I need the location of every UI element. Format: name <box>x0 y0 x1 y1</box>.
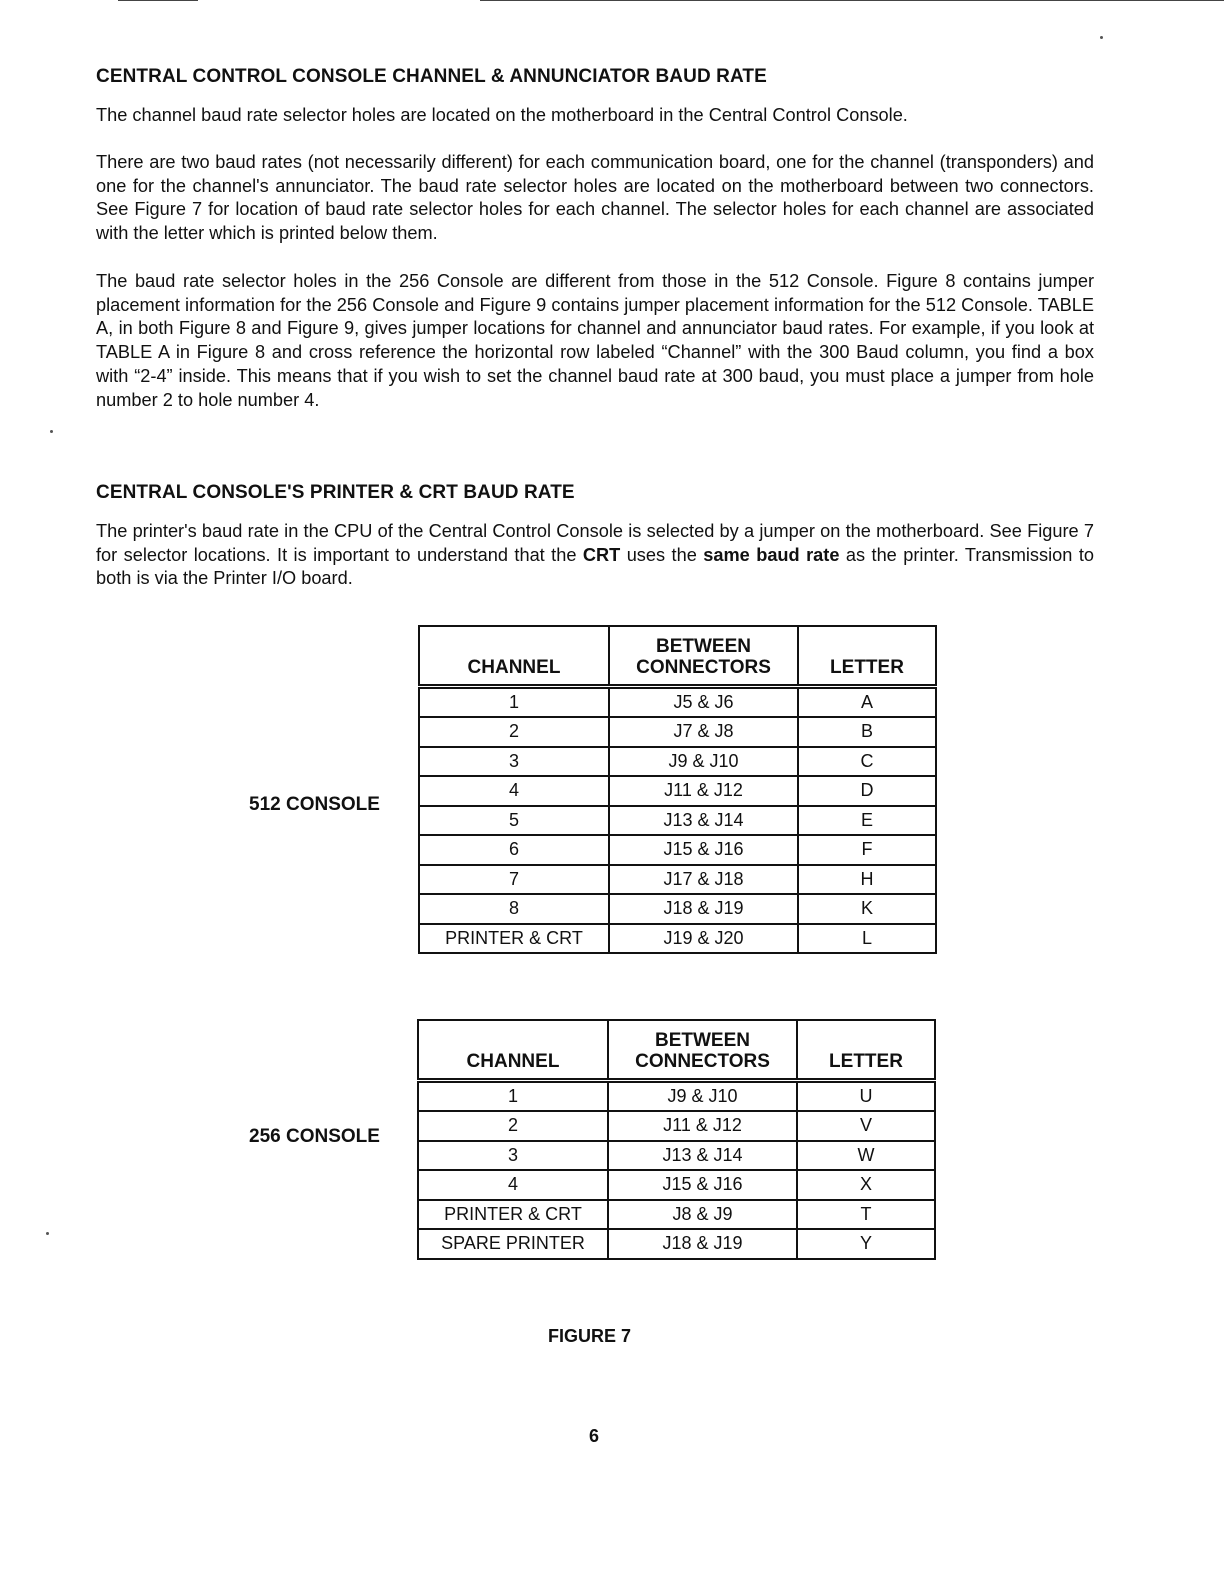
cell-channel: 8 <box>419 894 609 924</box>
label-256-console: 256 CONSOLE <box>249 1126 380 1147</box>
header-letter: LETTER <box>798 626 936 686</box>
cell-letter: W <box>797 1141 935 1171</box>
cell-channel: 5 <box>419 806 609 836</box>
cell-letter: E <box>798 806 936 836</box>
emphasis-crt: CRT <box>582 544 621 565</box>
cell-channel: 3 <box>419 747 609 777</box>
cell-between-connectors: J8 & J9 <box>608 1200 797 1230</box>
cell-letter: X <box>797 1170 935 1200</box>
table-row <box>419 835 936 865</box>
cell-channel: 7 <box>419 865 609 895</box>
scan-rule-top <box>480 0 1224 1</box>
cell-letter: K <box>798 894 936 924</box>
figure-caption: FIGURE 7 <box>548 1326 632 1346</box>
cell-channel: PRINTER & CRT <box>419 924 609 954</box>
cell-between-connectors: J9 & J10 <box>608 1080 797 1111</box>
cell-letter: B <box>798 717 936 747</box>
cell-between-connectors: J9 & J10 <box>609 747 798 777</box>
scan-speck <box>1100 36 1103 39</box>
cell-letter: D <box>798 776 936 806</box>
table-row <box>418 1170 935 1200</box>
cell-channel: 2 <box>419 717 609 747</box>
cell-between-connectors: J7 & J8 <box>609 717 798 747</box>
cell-between-connectors: J15 & J16 <box>608 1170 797 1200</box>
table-row <box>419 865 936 895</box>
header-between-connectors: BETWEEN CONNECTORS <box>609 626 798 686</box>
header-channel: CHANNEL <box>419 626 609 686</box>
table-row <box>418 1080 935 1111</box>
cell-letter: A <box>798 686 936 717</box>
cell-channel: 1 <box>419 686 609 717</box>
cell-between-connectors: J11 & J12 <box>609 776 798 806</box>
paragraph-two-baud-rates: There are two baud rates (not necessarily different) for each communication board, one for the channel (transponders) and one for the channel's annunciator. The baud rate selector holes are located on the motherboard between two connectors. See Figure 7 for location of baud rate selector holes for each channel. The selector holes for each channel are associated with the letter which is printed below them. <box>96 152 1094 244</box>
cell-letter: U <box>797 1080 935 1111</box>
cell-channel: PRINTER & CRT <box>418 1200 608 1230</box>
table-row <box>418 1141 935 1171</box>
table-256-console <box>417 1019 936 1260</box>
cell-channel: 4 <box>419 776 609 806</box>
table-512-console <box>418 625 937 954</box>
table-row <box>419 894 936 924</box>
cell-between-connectors: J18 & J19 <box>609 894 798 924</box>
cell-channel: SPARE PRINTER <box>418 1229 608 1259</box>
section-heading-channel-baud: CENTRAL CONTROL CONSOLE CHANNEL & ANNUNCIATOR BAUD RATE <box>96 66 767 87</box>
cell-letter: F <box>798 835 936 865</box>
table-row <box>419 806 936 836</box>
scan-rule-left <box>118 0 198 1</box>
table-row <box>419 686 936 717</box>
cell-channel: 2 <box>418 1111 608 1141</box>
header-channel: CHANNEL <box>418 1020 608 1080</box>
table-row <box>418 1200 935 1230</box>
cell-between-connectors: J15 & J16 <box>609 835 798 865</box>
paragraph-printer-baud: The printer's baud rate in the CPU of the Central Control Console is selected by a jumper on the motherboard. See Figure 7 for selector locations. It is important to understand that the CRT uses the same baud rate as the printer. Transmission to both is via the Printer I/O board. <box>96 521 1094 589</box>
label-512-console: 512 CONSOLE <box>249 794 380 815</box>
paragraph-256-vs-512: The baud rate selector holes in the 256 Console are different from those in the 512 Console. Figure 8 contains jumper placement information for the 256 Console and Figure 9 contains jumper placement information for the 512 Console. TABLE A, in both Figure 8 and Figure 9, gives jumper locations for channel and annunciator baud rates. For example, if you look at TABLE A in Figure 8 and cross reference the horizontal row labeled “Channel” with the 300 Baud column, you find a box with “2-4” inside. This means that if you wish to set the channel baud rate at 300 baud, you must place a jumper from hole number 2 to hole number 4. <box>96 271 1094 410</box>
cell-letter: H <box>798 865 936 895</box>
header-between-connectors: BETWEEN CONNECTORS <box>608 1020 797 1080</box>
table-row <box>418 1229 935 1259</box>
cell-channel: 3 <box>418 1141 608 1171</box>
cell-channel: 4 <box>418 1170 608 1200</box>
cell-between-connectors: J5 & J6 <box>609 686 798 717</box>
cell-between-connectors: J18 & J19 <box>608 1229 797 1259</box>
table-row <box>419 717 936 747</box>
table-row <box>419 747 936 777</box>
table-row <box>418 1111 935 1141</box>
cell-between-connectors: J13 & J14 <box>608 1141 797 1171</box>
section-heading-printer-crt: CENTRAL CONSOLE'S PRINTER & CRT BAUD RATE <box>96 482 575 503</box>
cell-between-connectors: J13 & J14 <box>609 806 798 836</box>
cell-channel: 1 <box>418 1080 608 1111</box>
cell-letter: T <box>797 1200 935 1230</box>
table-row <box>419 776 936 806</box>
cell-between-connectors: J17 & J18 <box>609 865 798 895</box>
cell-letter: C <box>798 747 936 777</box>
cell-letter: L <box>798 924 936 954</box>
cell-channel: 6 <box>419 835 609 865</box>
table-header-row <box>419 626 936 686</box>
cell-letter: V <box>797 1111 935 1141</box>
header-letter: LETTER <box>797 1020 935 1080</box>
table-row <box>419 924 936 954</box>
cell-between-connectors: J11 & J12 <box>608 1111 797 1141</box>
emphasis-same-baud-rate: same baud rate <box>703 544 840 565</box>
cell-letter: Y <box>797 1229 935 1259</box>
page-number: 6 <box>589 1426 600 1446</box>
paragraph-intro: The channel baud rate selector holes are located on the motherboard in the Central Control Console. <box>96 105 908 125</box>
cell-between-connectors: J19 & J20 <box>609 924 798 954</box>
scan-speck <box>50 430 53 433</box>
table-header-row <box>418 1020 935 1080</box>
scan-speck <box>46 1232 49 1235</box>
